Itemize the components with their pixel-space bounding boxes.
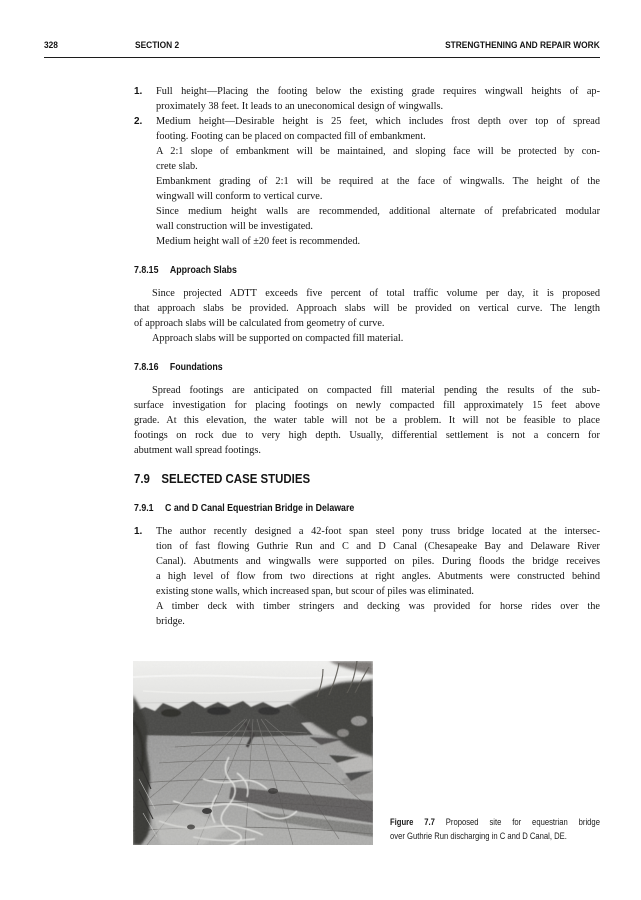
list-item: [134, 114, 600, 144]
heading-title: SELECTED CASE STUDIES: [161, 471, 311, 486]
list-continuation: [134, 174, 600, 204]
paragraph: [134, 383, 600, 458]
text-line: of approach slabs will be calculated from geometry of curve.: [134, 318, 385, 329]
subsection-heading: [134, 263, 600, 278]
figure-photo: [133, 661, 373, 845]
list-number: 2.: [134, 116, 143, 127]
list-continuation: [134, 599, 600, 629]
text-line: surface investigation for placing footings on newly compacted fill approximately 15 feet above: [134, 400, 600, 411]
heading-title: Approach Slabs: [169, 265, 237, 276]
list-continuation: [134, 234, 600, 249]
text-line: Medium height—Desirable height is 25 feet, which includes frost depth over top of spread: [156, 116, 600, 127]
text-line: abutment wall spread footings.: [134, 445, 261, 456]
text-line: grade. At this elevation, the water table will not be a problem. It will not be feasible to place: [134, 415, 600, 426]
text-line: bridge.: [156, 616, 185, 627]
heading-number: 7.8.15: [134, 265, 159, 276]
figure-label: Figure 7.7: [390, 817, 435, 827]
content-blocks: [134, 84, 600, 845]
page-number: 328: [44, 40, 58, 51]
text-line: existing stone walls, which increased span, but scour of piles was eliminated.: [156, 586, 474, 597]
text-line: A 2:1 slope of embankment will be maintained, and sloping face will be protected by con-: [156, 146, 600, 157]
text-line: wingwall will conform to vertical curve.: [156, 191, 323, 202]
header-rule: [44, 57, 600, 58]
figure-caption: [390, 815, 600, 843]
text-line: Approach slabs will be supported on compacted fill material.: [152, 333, 404, 344]
heading-title: C and D Canal Equestrian Bridge in Delaware: [165, 503, 355, 514]
caption-line: [390, 815, 600, 829]
text-line: footings on rock due to very high depth. Usually, differential settlement is not a concern for: [134, 430, 600, 441]
text-line: Spread footings are anticipated on compacted fill material pending the results of the sub-: [152, 385, 600, 396]
text-line: crete slab.: [156, 161, 198, 172]
text-line: footing. Footing can be placed on compacted fill of embankment.: [156, 131, 426, 142]
text-line: A timber deck with timber stringers and decking was provided for horse rides over the: [156, 601, 600, 612]
text-line: Since projected ADTT exceeds five percent of total traffic volume per day, it is proposed: [152, 288, 600, 299]
subsection-heading: [134, 360, 600, 375]
heading-title: Foundations: [169, 362, 223, 373]
text-line: Full height—Placing the footing below the existing grade requires wingwall heights of ap-: [156, 86, 600, 97]
text-line: that approach slabs be provided. Approach slabs will be provided on vertical curve. The length: [134, 303, 600, 314]
list-continuation: [134, 204, 600, 234]
text-line: The author recently designed a 42-foot span steel pony truss bridge located at the intersec-: [156, 526, 600, 537]
list-number: 1.: [134, 86, 143, 97]
paragraph: [134, 286, 600, 331]
text-line: wall construction will be investigated.: [156, 221, 313, 232]
caption-text: Proposed site for equestrian bridge: [445, 817, 600, 827]
running-section-label: SECTION 2: [135, 40, 180, 51]
caption-line: over Guthrie Run discharging in C and D Canal, DE.: [390, 831, 567, 841]
heading-number: 7.9.1: [134, 503, 154, 514]
text-line: Canal). Abutments and wingwalls were supported on piles. During floods the bridge receives: [156, 556, 600, 567]
heading-number: 7.8.16: [134, 362, 159, 373]
text-line: Medium height wall of ±20 feet is recommended.: [156, 236, 361, 247]
paragraph: [134, 331, 600, 346]
subsection-heading: [134, 501, 600, 516]
text-line: Since medium height walls are recommended, additional alternate of prefabricated modular: [156, 206, 600, 217]
list-item: [134, 84, 600, 114]
list-continuation: [134, 144, 600, 174]
heading-number: 7.9: [134, 471, 150, 486]
figure: [134, 661, 600, 845]
section-heading: [134, 470, 600, 487]
text-line: a high level of flow from two directions at right angles. Abutments were constructed behind: [156, 571, 600, 582]
list-item: [134, 524, 600, 599]
page-header: [44, 40, 600, 54]
text-line: tion of fast flowing Guthrie Run and C and D Canal (Chesapeake Bay and Delaware River: [156, 541, 600, 552]
text-line: Embankment grading of 2:1 will be required at the face of wingwalls. The height of the: [156, 176, 600, 187]
text-line: proximately 38 feet. It leads to an uneconomical design of wingwalls.: [156, 101, 444, 112]
list-number: 1.: [134, 526, 143, 537]
running-title: STRENGTHENING AND REPAIR WORK: [445, 40, 600, 51]
